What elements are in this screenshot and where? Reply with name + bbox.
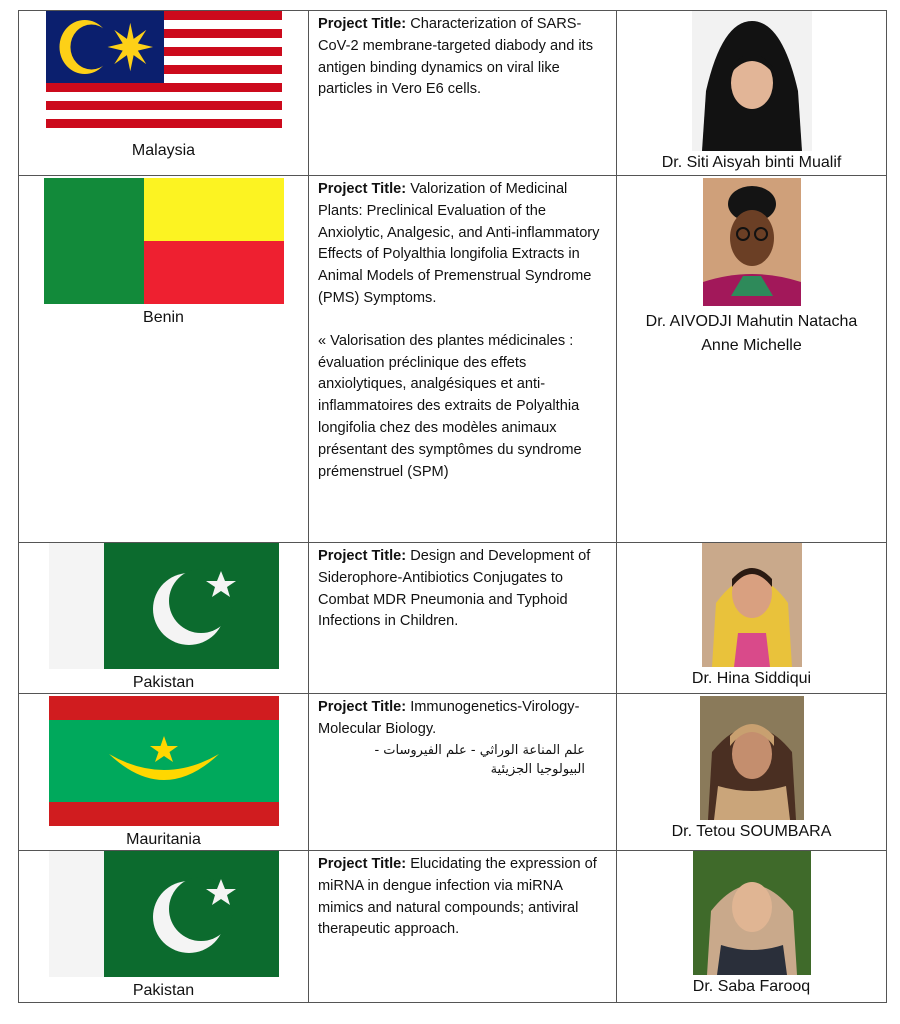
project-title-french: « Valorisation des plantes médicinales : évaluation préclinique des effets anxiolytiques, analgésiques et anti-inflammatoires des extraits de Polyalthia longifolia chez des modèles animaux présentant des symptômes du syndrome prémenstruel (SPM) [318, 332, 582, 480]
researcher-photo [692, 11, 812, 151]
project-cell [309, 694, 617, 851]
table-row [19, 543, 887, 694]
project-cell [309, 176, 617, 543]
researcher-name: Dr. Saba Farooq [692, 978, 811, 995]
researcher-photo [702, 543, 802, 667]
flag-cell [19, 851, 309, 1003]
country-name: Benin [143, 309, 184, 326]
project-title-label: Project Title: [318, 856, 407, 872]
project-cell [309, 11, 617, 176]
project-title-label: Project Title: [318, 699, 407, 715]
flag-cell [19, 543, 309, 694]
project-cell [309, 543, 617, 694]
flag-cell [19, 694, 309, 851]
project-title-text: Characterization of SARS-CoV-2 membrane-targeted diabody and its antigen binding dynamics on viral like particles in Vero E6 cells. [318, 16, 594, 98]
project-title-label: Project Title: [318, 16, 407, 32]
mauritania-flag [49, 696, 279, 826]
benin-flag [44, 178, 284, 304]
project-title-text: Immunogenetics-Virology- Molecular Biology. [318, 699, 580, 737]
pakistan-flag [49, 543, 279, 669]
table-row [19, 694, 887, 851]
project-title-text: Elucidating the expression of miRNA in dengue infection via miRNA mimics and natural compounds; antiviral therapeutic approach. [318, 856, 597, 938]
flag-cell [19, 176, 309, 543]
researcher-photo [700, 696, 804, 820]
researcher-name: Dr. Hina Siddiqui [691, 670, 812, 687]
project-title-arabic-line1: علم المناعة الوراثي - علم الفيروسات - [374, 742, 585, 758]
researcher-photo [693, 851, 811, 975]
researcher-name: Dr. Tetou SOUMBARA [671, 823, 832, 840]
person-cell [617, 694, 887, 851]
person-cell [617, 11, 887, 176]
researcher-name: Dr. Siti Aisyah binti Mualif [661, 154, 842, 171]
person-cell [617, 543, 887, 694]
pakistan-flag [49, 851, 279, 977]
flag-cell [19, 11, 309, 176]
person-cell [617, 851, 887, 1003]
researchers-table [18, 10, 887, 1003]
project-title-text: Valorization of Medicinal Plants: Preclinical Evaluation of the Anxiolytic, Analgesic, and Anti-inflammatory Effects of Polyalthia longifolia Extracts in Animal Models of Premenstrual Syndrome (PMS) Symptoms. [318, 181, 600, 306]
project-title-label: Project Title: [318, 548, 407, 564]
researcher-name-line1: Dr. AIVODJI Mahutin Natacha [645, 313, 858, 330]
table-row [19, 851, 887, 1003]
country-name: Pakistan [132, 982, 195, 999]
project-cell [309, 851, 617, 1003]
country-name: Mauritania [126, 831, 201, 848]
table-row [19, 11, 887, 176]
researcher-photo [703, 178, 801, 306]
project-title-text: Design and Development of Siderophore-Antibiotics Conjugates to Combat MDR Pneumonia and Typhoid Infections in Children. [318, 548, 591, 630]
malaysia-flag [46, 11, 282, 137]
country-name: Malaysia [131, 142, 196, 159]
country-name: Pakistan [132, 674, 195, 691]
project-title-arabic-line2: البيولوجيا الجزيئية [490, 761, 585, 777]
project-title-label: Project Title: [318, 181, 407, 197]
researcher-name-line2: Anne Michelle [701, 337, 802, 354]
person-cell [617, 176, 887, 543]
table-row [19, 176, 887, 543]
